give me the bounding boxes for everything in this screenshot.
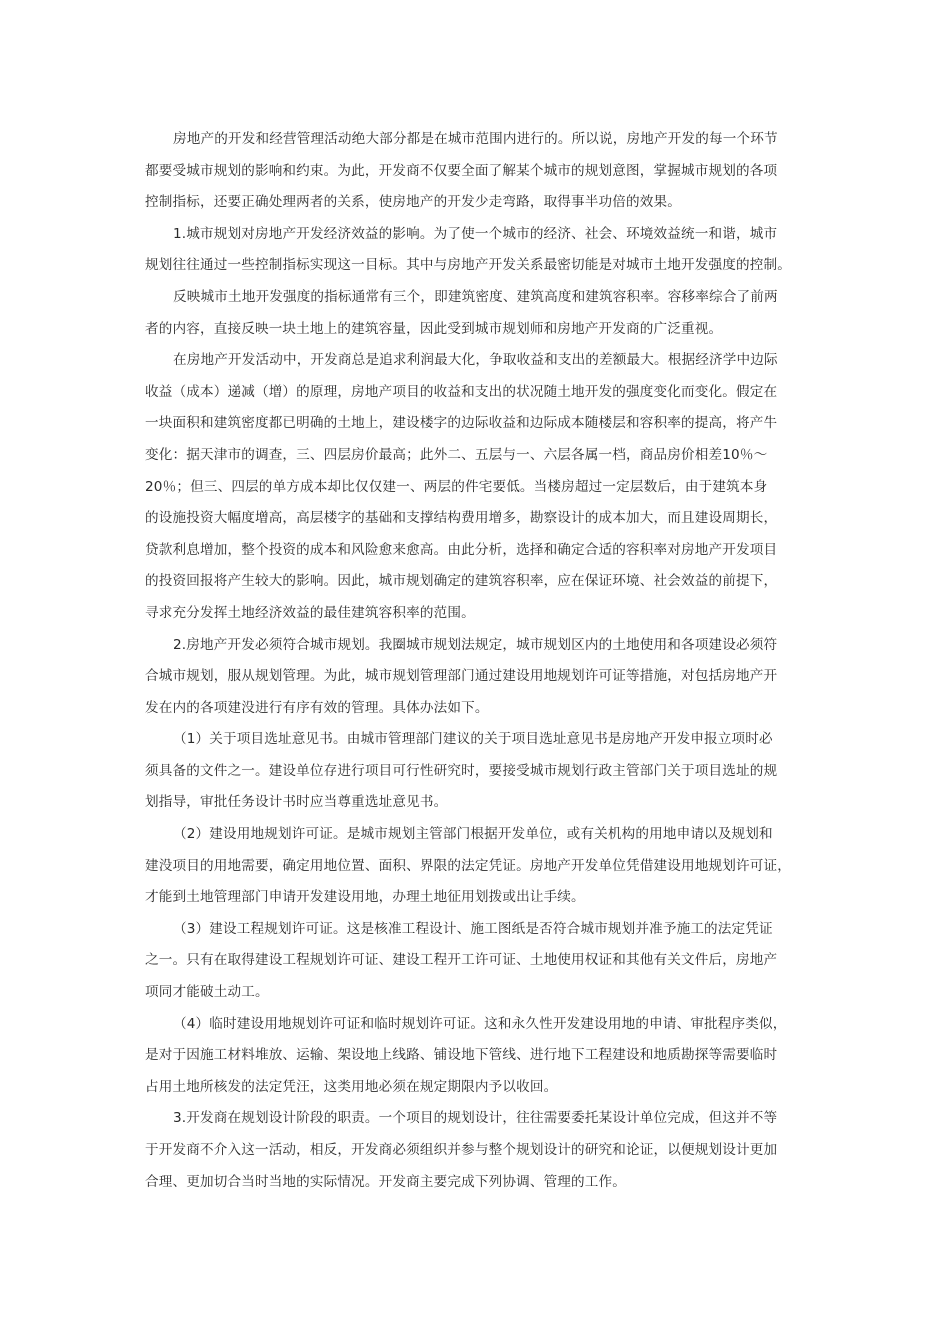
text-line: 合城市规划，服从规划管理。为此，城市规划管理部门通过建设用地规划许可证等措施，对包括房地产开 bbox=[145, 668, 778, 685]
text-line: 房地产的开发和经营管理活动绝大部分都是在城市范围内进行的。所以说，房地产开发的每一个环节 bbox=[173, 131, 778, 147]
text-line: 发在内的各项建没进行有序有效的管理。具体办法如下。 bbox=[145, 699, 489, 716]
text-line: 收益（成本）递减（增）的原理，房地产项目的收益和支出的状况随土地开发的强度变化而变化。假定在 bbox=[145, 383, 778, 400]
text-line: 3.开发商在规划设计阶段的职责。一个项目的规划设计，往往需要委托某设计单位完成，但这并不等 bbox=[173, 1110, 778, 1127]
text-line: （1）关于项目选址意见书。由城市管理部门建议的关于项目选址意见书是房地产开发申报立项时必 bbox=[173, 731, 773, 748]
text-line: 变化：据天津市的调查，三、四层房价最高；此外二、五层与一、六层各属一档，商品房价相差10％～ bbox=[145, 446, 768, 463]
text-line: 一块面积和建筑密度都已明确的土地上，建设楼字的边际收益和边际成本随楼层和容积率的提高，将产牛 bbox=[145, 415, 778, 432]
text-line: 是对于因施工材料堆放、运输、架设地上线路、铺设地下管线、进行地下工程建设和地质勘探等需要临时 bbox=[145, 1047, 778, 1064]
text-line: 划指导，审批任务设计书时应当尊重选址意见书。 bbox=[145, 794, 448, 811]
text-line: 占用土地所核发的法定凭汪，这类用地必须在规定期限内予以收回。 bbox=[145, 1078, 558, 1095]
text-line: 反映城市土地开发强度的指标通常有三个，即建筑密度、建筑高度和建筑容积率。容移率综合了前两 bbox=[173, 288, 778, 305]
text-line: 建没项目的用地需要，确定用地位置、面积、界限的法定凭证。房地产开发单位凭借建设用地规划许可证， bbox=[145, 857, 791, 874]
text-line: 20％；但三、四层的单方成本却比仅仅建一、两层的件宅要低。当楼房超过一定层数后，由于建筑本身 bbox=[145, 478, 768, 495]
text-line: 须具备的文件之一。建设单位存进行项目可行性研究时，要接受城市规划行政主管部门关于项目选址的规 bbox=[145, 762, 778, 779]
text-line: 2.房地产开发必须符合城市规划。我圈城市规划法规定，城市规划区内的土地使用和各项建设必须符 bbox=[173, 636, 778, 653]
text-line: （4）临时建设用地规划许可证和临时规划许可证。这和永久性开发建设用地的申请、审批程序类似， bbox=[173, 1015, 787, 1032]
text-line: 者的内容，直接反映一块土地上的建筑容量，因此受到城市规划师和房地产开发商的广泛重视。 bbox=[145, 320, 723, 337]
text-line: 寻求充分发挥土地经济效益的最佳建筑容积率的范围。 bbox=[145, 604, 475, 621]
document-body bbox=[145, 124, 825, 1198]
text-line: （2）建设用地规划许可证。是城市规划主管部门根据开发单位，或有关机构的用地申请以及规划和 bbox=[173, 826, 773, 843]
text-line: 的设施投资大幅度增高，高层楼字的基础和支撑结构费用增多，勘察设计的成本加大，而且建设周期长， bbox=[145, 510, 778, 527]
text-line: 都要受城市规划的影响和约束。为此，开发商不仅要全面了解某个城市的规划意图，掌握城市规划的各项 bbox=[145, 162, 778, 179]
text-line: 之一。只有在取得建设工程规划许可证、建设工程开工许可证、土地使用权证和其他有关文件后，房地产 bbox=[145, 952, 778, 969]
text-line: 控制指标，还要正确处理两者的关系，使房地产的开发少走弯路，取得事半功倍的效果。 bbox=[145, 194, 682, 211]
text-line: （3）建设工程规划许可证。这是核准工程设计、施工图纸是否符合城市规划并准予施工的法定凭证 bbox=[173, 920, 773, 937]
text-line: 于开发商不介入这一活动，相反，开发商必须组织并参与整个规划设计的研究和论证，以便规划设计更加 bbox=[145, 1142, 778, 1158]
text-line: 合理、更加切合当时当地的实际情况。开发商主要完成下列协调、管理的工作。 bbox=[145, 1173, 627, 1190]
text-line: 贷款利息增加，整个投资的成本和风险愈来愈高。由此分析，选择和确定合适的容积率对房地产开发项目 bbox=[145, 541, 778, 558]
text-line: 项同才能破土动工。 bbox=[145, 984, 269, 1001]
text-line: 1.城市规划对房地产开发经济效益的影响。为了使一个城市的经济、社会、环境效益统一和谐，城市 bbox=[173, 225, 778, 242]
text-line: 在房地产开发活动中，开发商总是追求利润最大化，争取收益和支出的差额最大。根据经济学中边际 bbox=[173, 352, 778, 369]
text-line: 的投资回报将产生较大的影响。因此，城市规划确定的建筑容积率，应在保证环境、社会效益的前提下， bbox=[145, 573, 778, 590]
text-line: 才能到土地管理部门申请开发建设用地，办理土地征用划拨或出让手续。 bbox=[145, 889, 585, 906]
text-line: 规划往往通过一些控制指标实现这一目标。其中与房地产开发关系最密切能是对城市土地开发强度的控制。 bbox=[145, 257, 791, 274]
